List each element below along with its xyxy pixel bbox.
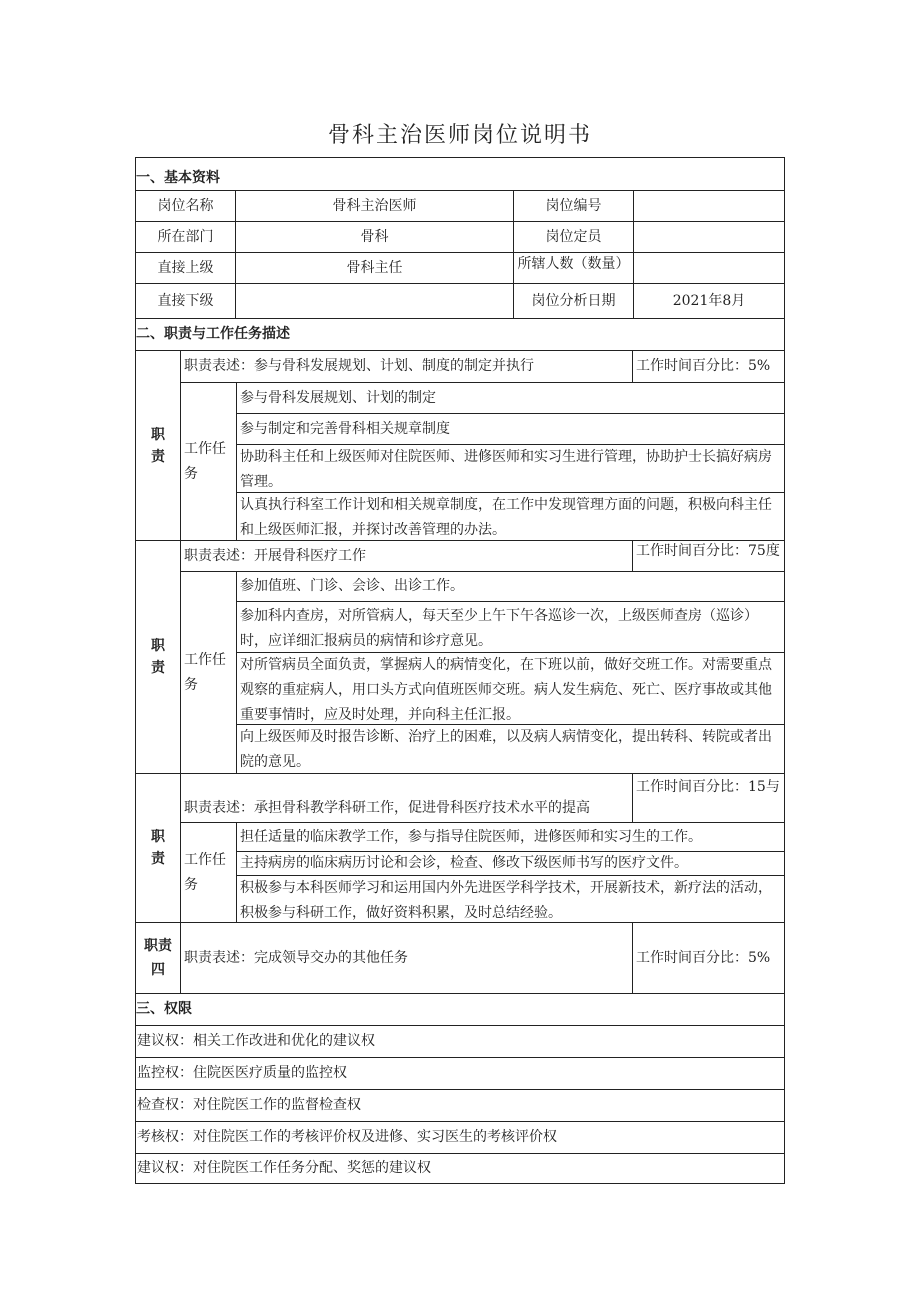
duty-2-time-percent: 工作时间百分比：75度 xyxy=(633,541,784,572)
duty-1-statement: 职责表述：参与骨科发展规划、计划、制度的制定并执行 xyxy=(181,351,633,383)
label-analysis-date: 岗位分析日期 xyxy=(514,284,634,319)
document-title: 骨科主治医师岗位说明书 xyxy=(327,123,592,148)
duty-1-task-2: 参与制定和完善骨科相关规章制度 xyxy=(237,414,784,445)
label-department: 所在部门 xyxy=(136,222,236,253)
value-analysis-date: 2021年8月 xyxy=(634,284,784,319)
duty-4-time-percent: 工作时间百分比：5% xyxy=(633,923,784,994)
duty-1-label: 职责 xyxy=(136,351,181,541)
value-superior: 骨科主任 xyxy=(236,253,514,284)
duty-2-task-4: 向上级医师及时报告诊断、治疗上的困难，以及病人病情变化，提出转科、转院或者出院的意见。 xyxy=(237,725,784,774)
section-authority-heading: 三、权限 xyxy=(136,994,784,1026)
value-post-name: 骨科主治医师 xyxy=(236,191,514,222)
duty-1-task-label: 工作任务 xyxy=(181,383,237,541)
section-basic-info-heading: 一、基本资料 xyxy=(136,158,784,191)
job-description-table xyxy=(135,157,785,1184)
duty-1-task-3: 协助科主任和上级医师对住院医师、进修医师和实习生进行管理，协助护士长搞好病房管理。 xyxy=(237,445,784,493)
duty-3-task-1: 担任适量的临床教学工作，参与指导住院医师，进修医师和实习生的工作。 xyxy=(237,823,784,852)
duty-1-task-4: 认真执行科室工作计划和相关规章制度，在工作中发现管理方面的问题，积极向科主任和上级医师汇报，并探讨改善管理的办法。 xyxy=(237,493,784,541)
authority-item-5: 建议权：对住院医工作任务分配、奖惩的建议权 xyxy=(137,1160,431,1176)
value-subordinate-count xyxy=(634,253,784,284)
label-post-name: 岗位名称 xyxy=(136,191,236,222)
authority-item-3: 检查权：对住院医工作的监督检查权 xyxy=(136,1090,784,1122)
duty-2-task-1: 参加值班、门诊、会诊、出诊工作。 xyxy=(237,572,784,602)
label-subordinate-count: 所辖人数（数量） xyxy=(514,253,634,284)
duty-2-label: 职责 xyxy=(136,541,181,774)
duty-3-time-percent: 工作时间百分比：15与 xyxy=(633,774,784,823)
duty-2-task-label: 工作任务 xyxy=(181,572,237,774)
duty-4-statement: 职责表述：完成领导交办的其他任务 xyxy=(181,923,633,994)
section-duties-heading: 二、职责与工作任务描述 xyxy=(136,319,784,351)
value-department: 骨科 xyxy=(236,222,514,253)
duty-3-task-label: 工作任务 xyxy=(181,823,237,923)
duty-3-task-3: 积极参与本科医师学习和运用国内外先进医学科学技术，开展新技术，新疗法的活动，积极参与科研工作，做好资料积累，及时总结经验。 xyxy=(237,876,784,923)
duty-2-task-3: 对所管病员全面负责，掌握病人的病情变化，在下班以前，做好交班工作。对需要重点观察的重症病人，用口头方式向值班医师交班。病人发生病危、死亡、医疗事故或其他重要事情时，应及时处理，并向科主任汇报。 xyxy=(237,653,784,725)
label-subordinate: 直接下级 xyxy=(136,284,236,319)
label-headcount: 岗位定员 xyxy=(514,222,634,253)
duty-3-task-2: 主持病房的临床病历讨论和会诊，检查、修改下级医师书写的医疗文件。 xyxy=(237,852,784,876)
duty-2-task-2: 参加科内查房，对所管病人，每天至少上午下午各巡诊一次，上级医师查房（巡诊）时，应详细汇报病员的病情和诊疗意见。 xyxy=(237,602,784,653)
duty-1-task-1: 参与骨科发展规划、计划的制定 xyxy=(237,383,784,414)
duty-1-time-percent: 工作时间百分比：5% xyxy=(633,351,784,383)
duty-4-label: 职责四 xyxy=(136,923,181,994)
authority-item-1: 建议权：相关工作改进和优化的建议权 xyxy=(136,1026,784,1058)
value-headcount xyxy=(634,222,784,253)
value-post-number xyxy=(634,191,784,222)
authority-item-2: 监控权：住院医医疗质量的监控权 xyxy=(136,1058,784,1090)
duty-3-label xyxy=(136,774,181,923)
duty-3-label-text: 职责 xyxy=(151,829,165,867)
value-subordinate xyxy=(236,284,514,319)
duty-2-statement: 职责表述：开展骨科医疗工作 xyxy=(181,541,633,572)
authority-item-4: 考核权：对住院医工作的考核评价权及进修、实习医生的考核评价权 xyxy=(136,1122,784,1154)
label-post-number: 岗位编号 xyxy=(514,191,634,222)
label-superior: 直接上级 xyxy=(136,253,236,284)
duty-3-statement: 职责表述：承担骨科教学科研工作，促进骨科医疗技术水平的提高 xyxy=(181,774,633,823)
